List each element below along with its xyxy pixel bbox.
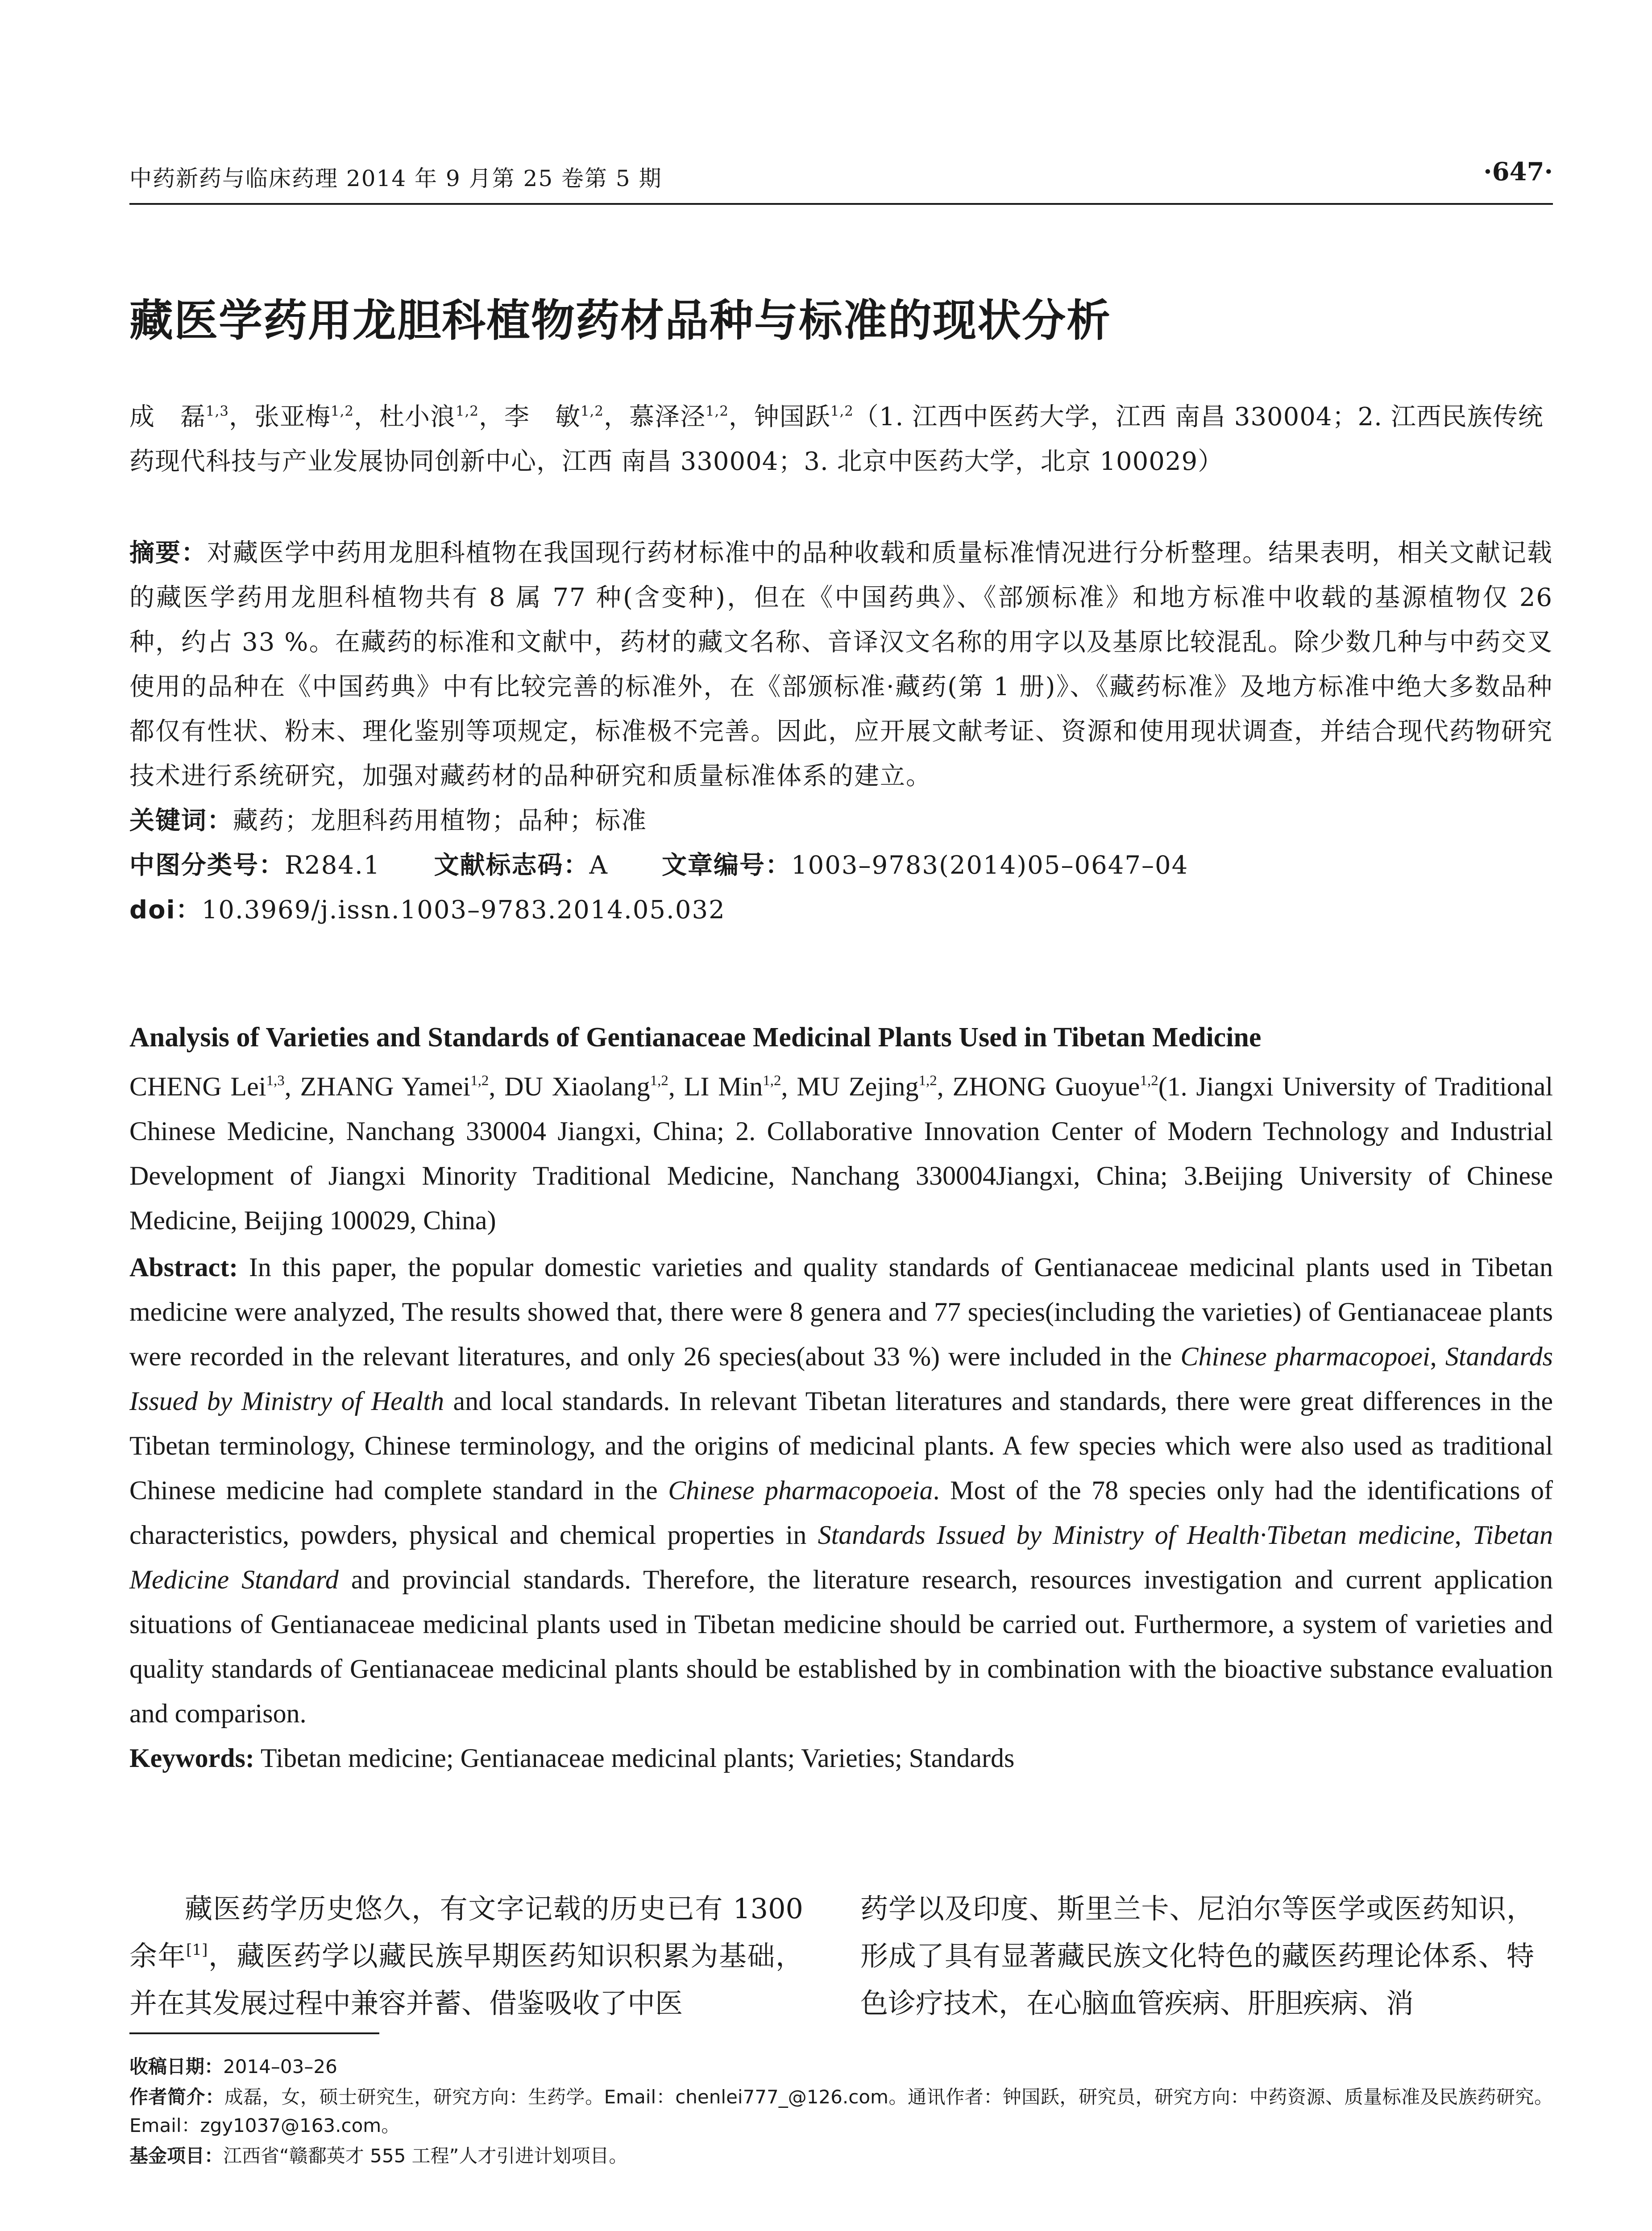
- en-author-name: ZHANG Yamei: [300, 1072, 471, 1101]
- author-name: 李 敏: [504, 402, 581, 431]
- fund-label: 基金项目：: [129, 2145, 224, 2167]
- author-name: 成 磊: [129, 402, 206, 431]
- en-abstract-text: . Most of the 78 species only had the identifications of characteristics, powders, physical and chemical properties in: [129, 1476, 1553, 1550]
- en-abstract-italic: Chinese pharmacopoei: [1180, 1342, 1430, 1371]
- author-line: 成 磊$^{1,3}$，张亚梅$^{1,2}$，杜小浪$^{1,2}$，李 敏$^{1,2}$，慕泽泾$^{1,2}$，钟国跃$^{1,2}$（1. 江西中医药大学，江西 南昌 330004；2. 江西民族传统药现代科技与产业发展协同创新中心，江西 南昌 330004；3. 北京中医药大学，北京 100029）: [129, 402, 1544, 476]
- chinese-abstract: [129, 531, 1553, 799]
- author-sup: 1,3: [206, 403, 229, 419]
- en-author-name: CHENG Lei: [129, 1072, 266, 1101]
- body-text: 藏医药学历史悠久，有文字记载的历史已有 1300 余年: [129, 1892, 803, 1972]
- en-keywords-text: Tibetan medicine; Gentianaceae medicinal plants; Varieties; Standards: [260, 1743, 1015, 1773]
- en-abstract-italic: Chinese pharmacopoeia: [668, 1476, 933, 1505]
- en-author-name: MU Zejing: [797, 1072, 919, 1101]
- chinese-keywords: [129, 799, 1553, 843]
- author-sup: 1,2: [705, 403, 729, 419]
- footnote-author: [129, 2083, 1553, 2140]
- page-number: ·647·: [1483, 157, 1553, 187]
- author-name: 杜小浪: [379, 402, 456, 431]
- fund-value: 江西省“赣鄱英才 555 工程”人才引进计划项目。: [223, 2145, 628, 2167]
- doc-code-label: 文献标志码：: [434, 851, 589, 880]
- en-abstract-label: Abstract:: [129, 1252, 238, 1282]
- en-keywords-label: Keywords:: [129, 1743, 254, 1773]
- doi-line: [129, 888, 1553, 933]
- author-affiliations: （1. 江西中医药大学，江西 南昌 330004；2. 江西民族传统药现代科技与产业发展协同创新中心，江西 南昌 330004；3. 北京中医药大学，北京 100029）: [129, 402, 1544, 476]
- clc-label: 中图分类号：: [129, 851, 285, 880]
- english-abstract: [129, 1245, 1553, 1736]
- en-author-sup: 1,2: [763, 1072, 781, 1089]
- header-rule: [129, 203, 1553, 205]
- article-title: 藏医学药用龙胆科植物药材品种与标准的现状分析: [129, 295, 1112, 346]
- author-info-value: 成磊，女，硕士研究生，研究方向：生药学。Email：chenlei777_@126.com。通讯作者：钟国跃，研究员，研究方向：中药资源、质量标准及民族药研究。Email：zgy1037@163.com。: [129, 2086, 1553, 2136]
- en-abstract-text: and local standards. In relevant Tibetan literatures and standards, there were great differences in the Tibetan terminology, Chinese terminology, and the origins of medicinal plants. A few species which were also used as traditional Chinese medicine had complete standard in the: [129, 1386, 1553, 1505]
- clc-field: [129, 843, 380, 888]
- en-author-sup: 1,2: [1140, 1072, 1158, 1089]
- en-abstract-text: In this paper, the popular domestic varieties and quality standards of Gentianaceae medicinal plants used in Tibetan medicine were analyzed, The results showed that, there were 8 genera and 77 species(including the varieties) of Gentianaceae plants were recorded in the relevant literatures, and only 26 species(about 33 %) were included in the: [129, 1252, 1553, 1371]
- chinese-abstract-block: [129, 531, 1553, 933]
- author-name: 慕泽泾: [629, 402, 706, 431]
- author-sup: 1,2: [830, 403, 854, 419]
- en-author-sup: 1,2: [470, 1072, 489, 1089]
- received-label: 收稿日期：: [129, 2056, 224, 2078]
- running-head: 中药新药与临床药理 2014 年 9 月第 25 卷第 5 期: [129, 166, 662, 191]
- body-text: ，藏医药学以藏民族早期医药知识积累为基础，并在其发展过程中兼容并蓄、借鉴吸收了中医: [129, 1940, 803, 2020]
- footnote-received: [129, 2053, 1553, 2081]
- en-abstract-italic: Tibetan Medicine Standard: [129, 1520, 1553, 1594]
- keywords-label: 关键词：: [129, 806, 233, 835]
- citation-ref: [1]: [186, 1941, 208, 1959]
- en-affiliations: (1. Jiangxi University of Traditional Chinese Medicine, Nanchang 330004 Jiangxi, China; 2. Collaborative Innovation Center of Modern Technology and Industrial Development of Jiangxi Minority Traditional Medicine, Nanchang 330004Jiangxi, China; 3.Beijing University of Chinese Medicine, Beijing 100029, China): [129, 1072, 1553, 1235]
- author-sup: 1,2: [580, 403, 604, 419]
- en-abstract-italic: Standards Issued by Ministry of Health: [129, 1342, 1553, 1416]
- en-abstract-text: and provincial standards. Therefore, the literature research, resources investigation and current application situations of Gentianaceae medicinal plants used in Tibetan medicine should be carried out. Furthermore, a system of varieties and quality standards of Gentianaceae medicinal plants should be established by in combination with the bioactive substance evaluation and comparison.: [129, 1565, 1553, 1728]
- article-no-field: [662, 843, 1188, 888]
- article-no-value: 1003–9783(2014)05–0647–04: [791, 851, 1189, 880]
- clc-value: R284.1: [285, 851, 381, 880]
- en-abstract-italic: Standards Issued by Ministry of Health·Tibetan medicine: [818, 1520, 1455, 1550]
- doi-label: doi：: [129, 896, 202, 925]
- doc-code-value: A: [589, 851, 608, 880]
- english-title: Analysis of Varieties and Standards of Gentianaceae Medicinal Plants Used in Tibetan Medicine: [129, 1022, 1262, 1053]
- doc-code-field: [434, 843, 608, 888]
- author-name: 钟国跃: [754, 402, 830, 431]
- doi-value: 10.3969/j.issn.1003–9783.2014.05.032: [201, 896, 726, 925]
- body-column-left: [129, 1885, 803, 2027]
- author-sup: 1,2: [455, 403, 479, 419]
- en-author-sup: 1,3: [266, 1072, 285, 1089]
- footnotes: [129, 2053, 1553, 2172]
- en-author-sup: 1,2: [918, 1072, 937, 1089]
- footnote-rule: [129, 2032, 379, 2034]
- abstract-text: 对藏医学中药用龙胆科植物在我国现行药材标准中的品种收载和质量标准情况进行分析整理。结果表明，相关文献记载的藏医学药用龙胆科植物共有 8 属 77 种(含变种)，但在《中国药典》、《部颁标准》和地方标准中收载的基源植物仅 26 种，约占 33 %。在藏药的标准和文献中，药材的藏文名称、音译汉文名称的用字以及基原比较混乱。除少数几种与中药交叉使用的品种在《中国药典》中有比较完善的标准外，在《部颁标准·藏药(第 1 册)》、《藏药标准》及地方标准中绝大多数品种都仅有性状、粉末、理化鉴别等项规定，标准极不完善。因此，应开展文献考证、资源和使用现状调查，并结合现代药物研究技术进行系统研究，加强对藏药材的品种研究和质量标准体系的建立。: [129, 539, 1553, 791]
- en-abstract-text: ,: [1454, 1520, 1473, 1550]
- en-author-name: ZHONG Guoyue: [952, 1072, 1140, 1101]
- body-paragraph: [129, 1885, 803, 2027]
- english-author-line: CHENG Lei$^{1,3}$, ZHANG Yamei$^{1,2}$, DU Xiaolang$^{1,2}$, LI Min$^{1,2}$, MU Zejing$^{1,2}$, ZHONG Guoyue$^{1,2}$(1. Jiangxi University of Traditional Chinese Medicine, Nanchang 330004 Jiangxi, China; 2. Collaborative Innovation Center of Modern Technology and Industrial Development of Jiangxi Minority Traditional Medicine, Nanchang 330004Jiangxi, China; 3.Beijing University of Chinese Medicine, Beijing 100029, China): [129, 1072, 1553, 1235]
- english-keywords: [129, 1736, 1553, 1780]
- english-abstract-block: [129, 1245, 1553, 1780]
- en-author-name: LI Min: [684, 1072, 763, 1101]
- classification-line: [129, 843, 1553, 888]
- author-name: 张亚梅: [254, 402, 331, 431]
- en-abstract-text: ,: [1430, 1342, 1445, 1371]
- article-no-label: 文章编号：: [661, 851, 791, 880]
- en-author-name: DU Xiaolang: [504, 1072, 650, 1101]
- en-author-sup: 1,2: [650, 1072, 668, 1089]
- received-value: 2014–03–26: [223, 2056, 337, 2078]
- body-column-right: [860, 1885, 1534, 2027]
- body-paragraph: 药学以及印度、斯里兰卡、尼泊尔等医学或医药知识，形成了具有显著藏民族文化特色的藏医药理论体系、特色诊疗技术，在心脑血管疾病、肝胆疾病、消: [860, 1892, 1534, 2020]
- keywords-text: 藏药；龙胆科药用植物；品种；标准: [233, 806, 647, 835]
- author-sup: 1,2: [330, 403, 354, 419]
- footnote-fund: [129, 2142, 1553, 2170]
- abstract-label: 摘要：: [129, 539, 207, 568]
- author-info-label: 作者简介：: [129, 2086, 224, 2108]
